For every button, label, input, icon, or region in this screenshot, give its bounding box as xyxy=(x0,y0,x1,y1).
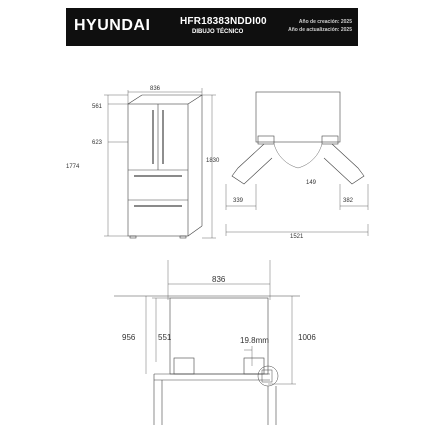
top-view-open xyxy=(226,92,368,236)
front-view xyxy=(104,88,216,238)
dim-height-body: 1774 xyxy=(66,164,80,170)
installation-view xyxy=(114,260,300,425)
dim-plan-width: 836 xyxy=(212,275,226,284)
drawing-subtitle: DIBUJO TÉCNICO xyxy=(192,29,244,35)
top-view-body xyxy=(256,92,340,142)
dim-plan-inner: 551 xyxy=(158,333,172,342)
update-year: Año de actualización: 2025 xyxy=(288,27,352,33)
dim-height-total: 1830 xyxy=(206,158,220,164)
dim-depth-top: 561 xyxy=(92,104,103,110)
dim-plan-depth: 956 xyxy=(122,333,136,342)
brand-logo: HYUNDAI xyxy=(74,17,151,34)
dim-door-left: 339 xyxy=(233,198,244,204)
dim-depth-side: 623 xyxy=(92,140,103,146)
dim-door-right: 382 xyxy=(343,198,354,204)
dim-plan-open: 1006 xyxy=(298,333,316,342)
dim-hinge-gap: 19.8mm xyxy=(240,336,269,345)
dim-door-arc: 149 xyxy=(306,180,317,186)
dim-open-width: 1521 xyxy=(290,234,304,240)
dim-front-width: 836 xyxy=(150,86,161,92)
creation-year: Año de creación: 2025 xyxy=(298,19,352,25)
model-number: HFR18383NDDI00 xyxy=(180,16,267,27)
